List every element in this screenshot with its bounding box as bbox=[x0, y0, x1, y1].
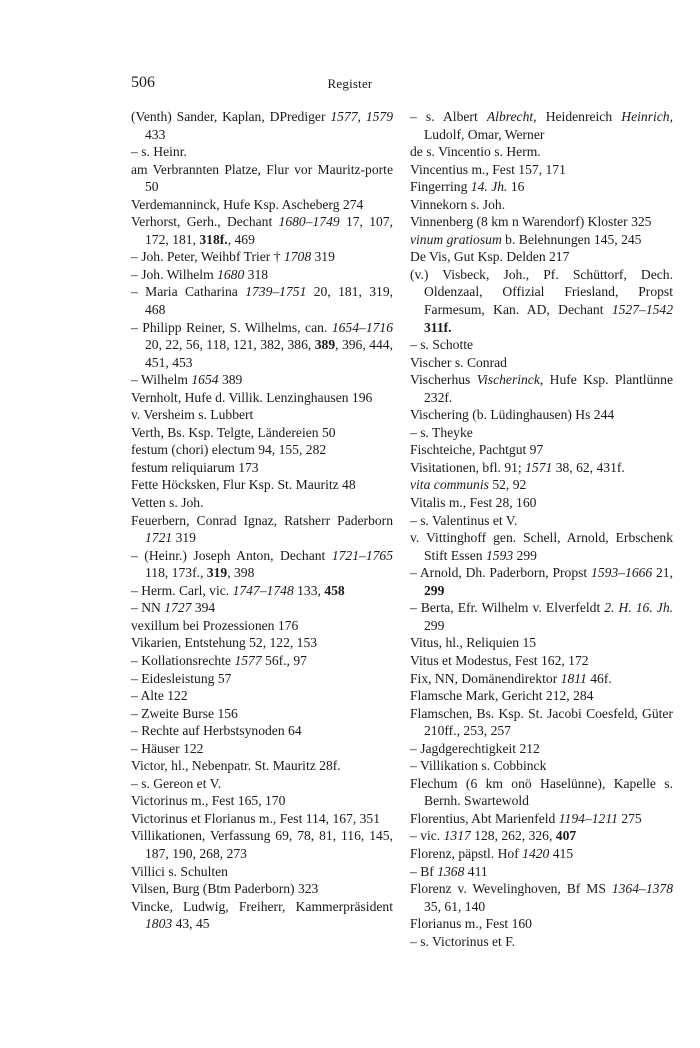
index-entry: Vitus et Modestus, Fest 162, 172 bbox=[410, 652, 589, 668]
index-entry: Flamschen, Bs. Ksp. St. Jacobi Coesfeld, Güter 210ff., 253, 257 bbox=[410, 705, 673, 739]
index-entry: De Vis, Gut Ksp. Delden 217 bbox=[410, 249, 570, 265]
index-entry: Villici s. Schulten bbox=[131, 863, 228, 879]
index-entry: – s. Valentinus et V. bbox=[410, 512, 518, 528]
index-entry: – Zweite Burse 156 bbox=[131, 705, 238, 721]
index-entry: – s. Albert Albrecht, Heidenreich Heinrich, Ludolf, Omar, Werner bbox=[410, 109, 673, 142]
index-entry: – Herm. Carl, vic. 1747–1748 133, 458 bbox=[131, 582, 345, 598]
index-entry: – Kollationsrechte 1577 56f., 97 bbox=[131, 652, 307, 668]
index-entry: – s. Victorinus et F. bbox=[410, 933, 516, 949]
index-entry: Vincke, Ludwig, Freiherr, Kammerpräsident 1803 43, 45 bbox=[131, 898, 393, 932]
index-entry: – Eidesleistung 57 bbox=[131, 670, 232, 686]
index-entry: – Bf 1368 411 bbox=[410, 863, 488, 879]
index-entry: Victorinus et Florianus m., Fest 114, 167, 351 bbox=[131, 810, 381, 826]
index-entry: – s. Theyke bbox=[410, 424, 473, 440]
index-entry: festum reliquiarum 173 bbox=[131, 459, 259, 475]
index-entry: Vischerhus Vischerinck, Hufe Ksp. Plantlünne 232f. bbox=[410, 372, 673, 405]
index-entry: vita communis 52, 92 bbox=[410, 477, 527, 493]
index-entry: Fingerring 14. Jh. 16 bbox=[410, 179, 525, 195]
index-entry: Vikarien, Entstehung 52, 122, 153 bbox=[131, 635, 318, 651]
index-entry: Vitus, hl., Reliquien 15 bbox=[410, 635, 537, 651]
index-entry: – Jagdgerechtigkeit 212 bbox=[410, 740, 540, 756]
index-entry: – vic. 1317 128, 262, 326, 407 bbox=[410, 828, 577, 844]
index-entry: Victor, hl., Nebenpatr. St. Mauritz 28f. bbox=[131, 758, 341, 774]
index-entry: Victorinus m., Fest 165, 170 bbox=[131, 793, 286, 809]
running-head: Register bbox=[327, 76, 373, 91]
index-entry: Verth, Bs. Ksp. Telgte, Ländereien 50 bbox=[131, 424, 336, 440]
index-entry: – s. Heinr. bbox=[131, 144, 187, 160]
index-entry: Vitalis m., Fest 28, 160 bbox=[410, 495, 537, 511]
index-entry: Florenz v. Wevelinghoven, Bf MS 1364–1378 35, 61, 140 bbox=[410, 881, 673, 914]
index-entry: Villikationen, Verfassung 69, 78, 81, 116, 145, 187, 190, 268, 273 bbox=[131, 828, 393, 861]
page-number: 506 bbox=[131, 74, 155, 91]
index-entry: Florianus m., Fest 160 bbox=[410, 916, 532, 932]
index-entry: (v.) Visbeck, Joh., Pf. Schüttorf, Dech. Oldenzaal, Offizial Friesland, Propst Farmesum, Kan. AD, Dechant 1527–1542 311f. bbox=[410, 266, 673, 335]
index-entry: Fette Höcksken, Flur Ksp. St. Mauritz 48 bbox=[131, 477, 356, 493]
index-entry: Vincentius m., Fest 157, 171 bbox=[410, 161, 566, 177]
index-entry: vexillum bei Prozessionen 176 bbox=[131, 617, 299, 633]
index-entry: – Wilhelm 1654 389 bbox=[131, 372, 243, 388]
index-entry: – (Heinr.) Joseph Anton, Dechant 1721–1765 118, 173f., 319, 398 bbox=[131, 547, 393, 581]
index-entry: vinum gratiosum b. Belehnungen 145, 245 bbox=[410, 231, 642, 247]
index-entry: Florenz, päpstl. Hof 1420 415 bbox=[410, 845, 574, 861]
index-entry: Vernholt, Hufe d. Villik. Lenzinghausen 196 bbox=[131, 389, 373, 405]
index-entry: – s. Gereon et V. bbox=[131, 775, 222, 791]
index-entry: v. Versheim s. Lubbert bbox=[131, 407, 254, 423]
index-entry: – Joh. Wilhelm 1680 318 bbox=[131, 266, 269, 282]
index-entry: Feuerbern, Conrad Ignaz, Ratsherr Paderborn 1721 319 bbox=[131, 512, 393, 546]
index-column-left bbox=[131, 108, 393, 933]
index-entry: festum (chori) electum 94, 155, 282 bbox=[131, 442, 327, 458]
index-entry: – Berta, Efr. Wilhelm v. Elverfeldt 2. H. 16. Jh. 299 bbox=[410, 600, 674, 633]
index-entry: Verdemanninck, Hufe Ksp. Ascheberg 274 bbox=[131, 196, 364, 212]
index-entry: – Häuser 122 bbox=[131, 740, 204, 756]
index-entry: Fix, NN, Domänendirektor 1811 46f. bbox=[410, 670, 612, 686]
index-entry: – Villikation s. Cobbinck bbox=[410, 758, 547, 774]
index-entry: v. Vittinghoff gen. Schell, Arnold, Erbschenk Stift Essen 1593 299 bbox=[410, 530, 673, 563]
index-entry: (Venth) Sander, Kaplan, DPrediger 1577, 1579 433 bbox=[131, 109, 393, 142]
index-entry: Vetten s. Joh. bbox=[131, 495, 204, 511]
index-entry: – Joh. Peter, Weihbf Trier † 1708 319 bbox=[131, 249, 335, 265]
index-entry: am Verbrannten Platze, Flur vor Mauritz-porte 50 bbox=[131, 161, 393, 195]
index-entry: – Arnold, Dh. Paderborn, Propst 1593–1666 21, 299 bbox=[410, 565, 674, 598]
index-entry: de s. Vincentio s. Herm. bbox=[410, 144, 541, 160]
index-entry: Vinnenberg (8 km n Warendorf) Kloster 325 bbox=[410, 214, 652, 230]
index-entry: Vischer s. Conrad bbox=[410, 354, 507, 370]
index-entry: Fischteiche, Pachtgut 97 bbox=[410, 442, 544, 458]
index-entry: – Maria Catharina 1739–1751 20, 181, 319, 468 bbox=[131, 284, 394, 318]
index-entry: Florentius, Abt Marienfeld 1194–1211 275 bbox=[410, 810, 642, 826]
index-entry: Vinnekorn s. Joh. bbox=[410, 196, 506, 212]
index-entry: Vilsen, Burg (Btm Paderborn) 323 bbox=[131, 881, 319, 897]
index-entry: – s. Schotte bbox=[410, 337, 474, 353]
index-entry: Vischering (b. Lüdinghausen) Hs 244 bbox=[410, 407, 615, 423]
index-entry: Visitationen, bfl. 91; 1571 38, 62, 431f. bbox=[410, 459, 625, 475]
index-column-right bbox=[410, 108, 673, 950]
index-entry: Verhorst, Gerh., Dechant 1680–1749 17, 107, 172, 181, 318f., 469 bbox=[131, 214, 393, 247]
index-entry: – Philipp Reiner, S. Wilhelms, can. 1654–1716 20, 22, 56, 118, 121, 382, 386, 389, 396, 444, 451, 453 bbox=[131, 319, 393, 370]
index-entry: Flechum (6 km onö Haselünne), Kapelle s. Bernh. Swartewold bbox=[410, 775, 673, 809]
index-entry: – Rechte auf Herbstsynoden 64 bbox=[131, 723, 302, 739]
index-entry: – NN 1727 394 bbox=[131, 600, 216, 616]
index-entry: – Alte 122 bbox=[131, 688, 188, 704]
index-entry: Flamsche Mark, Gericht 212, 284 bbox=[410, 688, 594, 704]
